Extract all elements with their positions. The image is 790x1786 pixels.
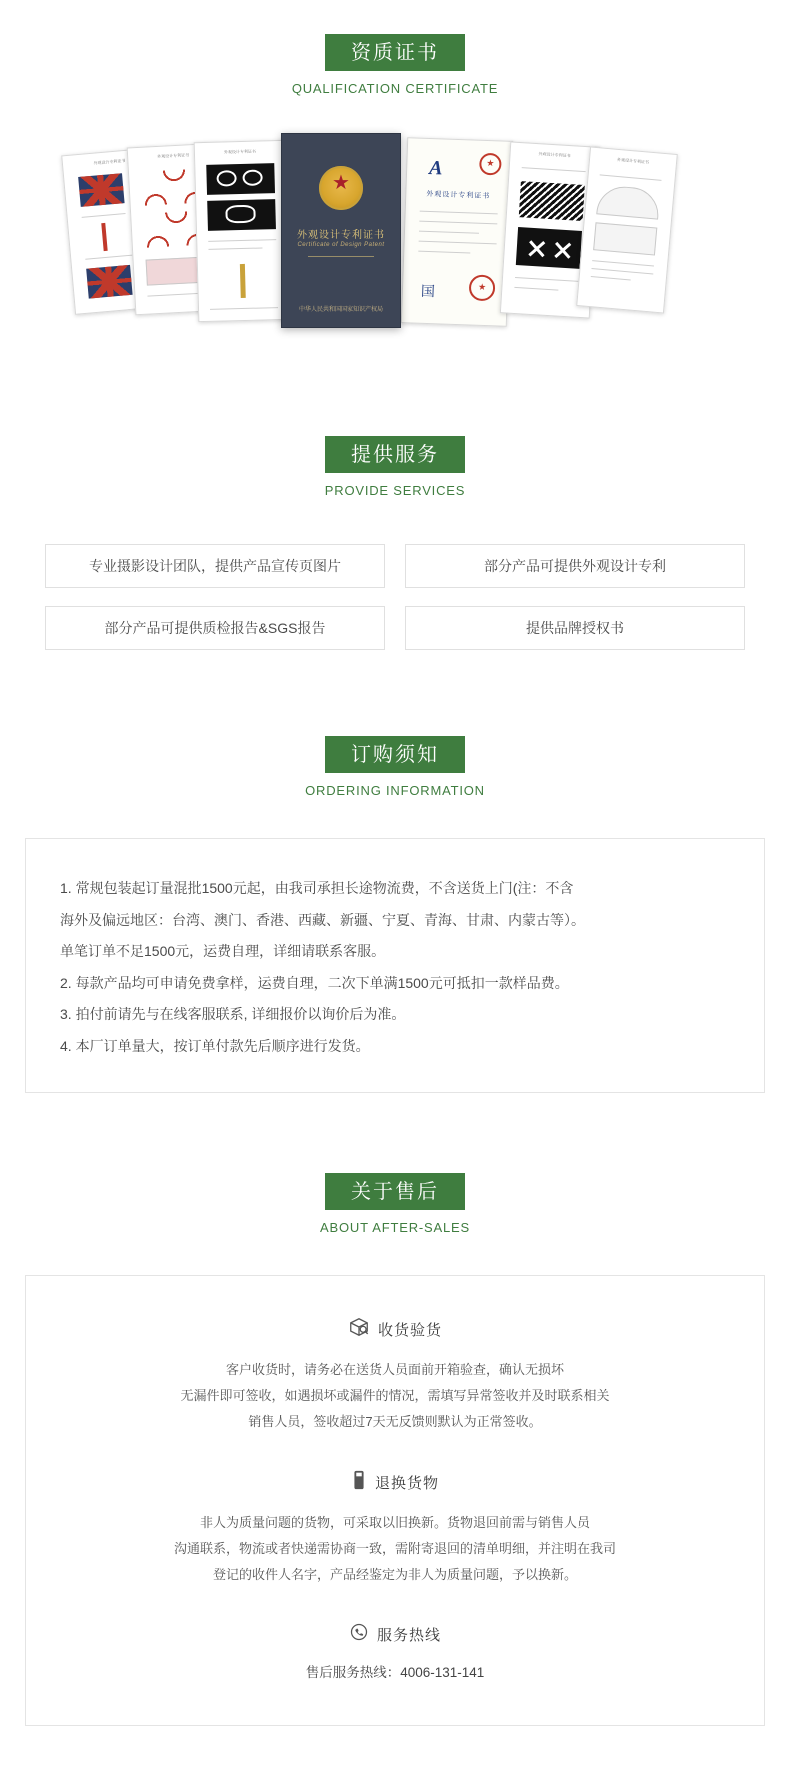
certificate-main-design-patent[interactable] [281,133,401,328]
certificate-thumb-2[interactable]: 外观设计专利证书 [127,143,228,316]
section-qualification-header [0,0,790,96]
package-inspect-icon [348,1316,370,1343]
aftersales-2-line-2: 沟通联系，物流或者快递需协商一致，需附寄退回的清单明细，并注明在我司 [173,1541,616,1556]
service-item-4[interactable]: 提供品牌授权书 [405,606,745,650]
ordering-line-6: 4. 本厂订单量大，按订单付款先后顺序进行发货。 [60,1037,370,1054]
service-item-3[interactable]: 部分产品可提供质检报告&SGS报告 [45,606,385,650]
red-stamp-icon-2 [469,274,496,301]
patent-office-logo-icon: A [428,156,443,180]
ordering-subtitle: ORDERING INFORMATION [305,783,485,798]
aftersales-block-title-1: 收货验货 [377,1322,442,1339]
aftersales-2-line-1: 非人为质量问题的货物，可采取以旧换新。货物退回前需与销售人员 [199,1515,590,1530]
certificate-main-title: 外观设计专利证书 [297,230,385,241]
aftersales-block-receiving [56,1316,734,1435]
ordering-line-2: 海外及偏远地区：台湾、澳门、香港、西藏、新疆、宁夏、青海、甘肃、内蒙古等）。 [60,911,585,928]
ordering-line-3: 单笔订单不足1500元，运费自理，详细请联系客服。 [60,943,386,959]
aftersales-1-line-2: 无漏件即可签收，如遇损坏或漏件的情况，需填写异常签收并及时联系相关 [180,1388,610,1403]
certificate-main-subtitle: Certificate of Design Patent [297,242,385,248]
aftersales-title: 关于售后 [325,1173,465,1210]
section-aftersales-header [0,1173,790,1235]
services-subtitle: PROVIDE SERVICES [324,483,466,498]
ordering-line-1: 1. 常规包装起订量混批1500元起，由我司承担长途物流费，不含送货上门(注：不含 [60,880,574,896]
certificate-gallery [0,128,790,348]
aftersales-block-returns [56,1469,734,1588]
qualification-subtitle: QUALIFICATION CERTIFICATE [291,81,499,96]
aftersales-hotline-number: 售后服务热线：4006-131-141 [305,1665,485,1680]
service-item-1[interactable]: 专业摄影设计团队，提供产品宣传页图片 [45,544,385,588]
certificate-patent-title: 外观设计专利证书 [426,190,491,201]
certificate-thumb-5[interactable] [401,137,513,327]
certificate-main-footer: 中华人民共和国国家知识产权局 [298,307,383,313]
seal-character: 国 [420,284,436,301]
qualification-title: 资质证书 [325,34,465,71]
aftersales-subtitle: ABOUT AFTER-SALES [320,1220,470,1235]
ordering-line-4: 2. 每款产品均可申请免费拿样，运费自理，二次下单满1500元可抵扣一款样品费。 [60,974,569,991]
services-title: 提供服务 [325,436,465,473]
ordering-info-panel [25,838,765,1093]
ordering-title: 订购须知 [325,736,465,773]
divider [308,256,374,257]
aftersales-1-line-3: 销售人员，签收超过7天无反馈则默认为正常签收。 [248,1414,542,1429]
aftersales-block-title-2: 退换货物 [374,1475,439,1492]
certificate-thumb-1[interactable]: 外观设计专利证书 [61,147,170,315]
services-grid [45,544,745,650]
section-ordering-header [0,736,790,798]
hotline-phone-icon [349,1622,369,1647]
service-item-2[interactable]: 部分产品可提供外观设计专利 [405,544,745,588]
certificate-thumb-7[interactable]: 外观设计专利证书 [576,146,678,313]
certificate-thumb-3[interactable]: 外观设计专利证书 [194,140,291,322]
aftersales-block-title-3: 服务热线 [376,1627,441,1644]
aftersales-panel [25,1275,765,1726]
ordering-line-5: 3. 拍付前请先与在线客服联系, 详细报价以询价后为准。 [60,1006,406,1022]
red-stamp-icon [479,153,502,176]
certificate-thumb-6[interactable]: 外观设计专利证书 [500,141,600,318]
aftersales-2-line-3: 登记的收件人名字，产品经鉴定为非人为质量问题，予以换新。 [212,1567,577,1582]
section-services-header [0,436,790,498]
aftersales-1-line-1: 客户收货时，请务必在送货人员面前开箱验查，确认无损坏 [225,1362,564,1377]
national-emblem-icon [319,166,363,210]
aftersales-block-hotline [56,1622,734,1681]
return-box-icon [351,1469,367,1496]
